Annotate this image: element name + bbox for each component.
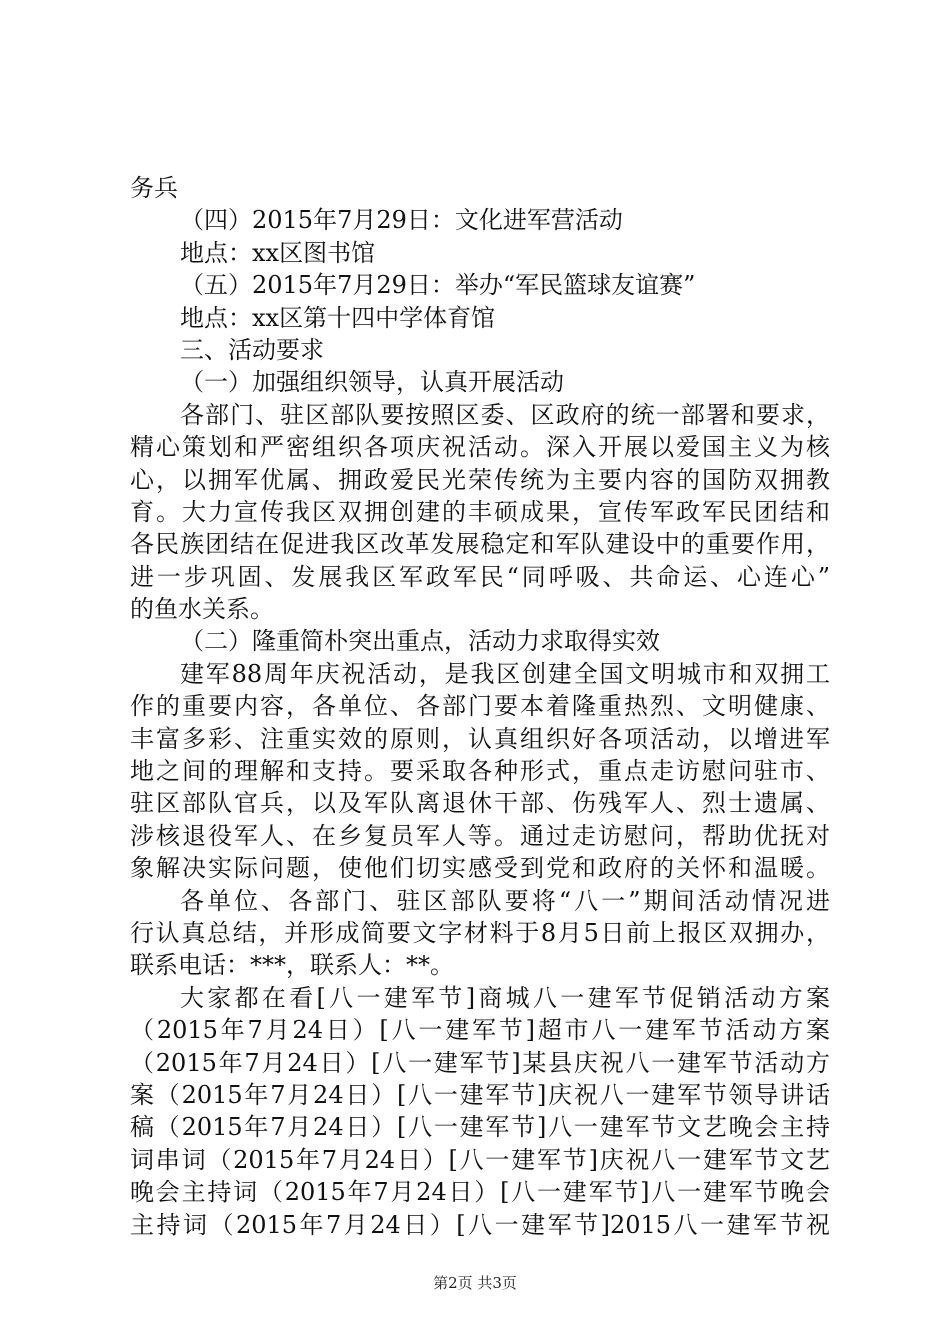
text-line: （五）2015年7月29日：举办“军民篮球友谊赛”	[180, 271, 696, 300]
text-line: 地之间的理解和支持。要采取各种形式，重点走访慰问驻市、	[130, 757, 830, 786]
text-line: 三、活动要求	[180, 335, 324, 364]
text-line: 联系电话：***，联系人：**。	[130, 951, 454, 980]
text-line: 各单位、各部门、驻区部队要将“八一”期间活动情况进	[180, 886, 830, 915]
text-line: 进一步巩固、发展我区军政军民“同呼吸、共命运、心连心”	[130, 562, 830, 591]
text-line: 地点：xx区图书馆	[180, 238, 376, 267]
text-line: 的鱼水关系。	[130, 595, 274, 624]
text-line: 大家都在看[八一建军节]商城八一建军节促销活动方案	[180, 983, 830, 1012]
text-line: 案（2015年7月24日）[八一建军节]庆祝八一建军节领导讲话	[130, 1080, 830, 1109]
text-line: 各民族团结在促进我区改革发展稳定和军队建设中的重要作用，	[130, 530, 830, 559]
text-line: 词串词（2015年7月24日）[八一建军节]庆祝八一建军节文艺	[130, 1145, 830, 1174]
page-number-footer: 第2页 共3页	[433, 1274, 517, 1292]
text-line: 稿（2015年7月24日）[八一建军节]八一建军节文艺晚会主持	[130, 1113, 830, 1142]
text-line: 驻区部队官兵，以及军队离退休干部、伤残军人、烈士遗属、	[130, 789, 830, 818]
text-line: 涉核退役军人、在乡复员军人等。通过走访慰问，帮助优抚对	[130, 821, 830, 850]
text-line: 晚会主持词（2015年7月24日）[八一建军节]八一建军节晚会	[130, 1178, 830, 1207]
text-line: （四）2015年7月29日：文化进军营活动	[180, 206, 623, 235]
text-line: 心，以拥军优属、拥政爱民光荣传统为主要内容的国防双拥教	[130, 465, 830, 494]
text-line: 建军88周年庆祝活动，是我区创建全国文明城市和双拥工	[180, 659, 830, 688]
text-line: 行认真总结，并形成简要文字材料于8月5日前上报区双拥办，	[130, 918, 830, 947]
text-line: 务兵	[130, 174, 178, 202]
text-line: （二）隆重简朴突出重点，活动力求取得实效	[180, 627, 660, 656]
text-line: 育。大力宣传我区双拥创建的丰硕成果，宣传军政军民团结和	[130, 497, 830, 526]
text-line: 作的重要内容，各单位、各部门要本着隆重热烈、文明健康、	[130, 692, 830, 721]
document-body	[130, 172, 830, 1241]
text-line: （2015年7月24日）[八一建军节]超市八一建军节活动方案	[130, 1016, 830, 1045]
text-line: （2015年7月24日）[八一建军节]某县庆祝八一建军节活动方	[130, 1048, 830, 1077]
text-line: 丰富多彩、注重实效的原则，认真组织好各项活动，以增进军	[130, 724, 830, 753]
text-line: 精心策划和严密组织各项庆祝活动。深入开展以爱国主义为核	[130, 433, 830, 462]
text-line: （一）加强组织领导，认真开展活动	[180, 368, 564, 397]
text-line: 象解决实际问题，使他们切实感受到党和政府的关怀和温暖。	[130, 854, 830, 883]
text-line: 各部门、驻区部队要按照区委、区政府的统一部署和要求，	[180, 400, 830, 429]
text-line: 主持词（2015年7月24日）[八一建军节]2015八一建军节祝	[130, 1210, 830, 1239]
text-line: 地点：xx区第十四中学体育馆	[180, 303, 496, 332]
